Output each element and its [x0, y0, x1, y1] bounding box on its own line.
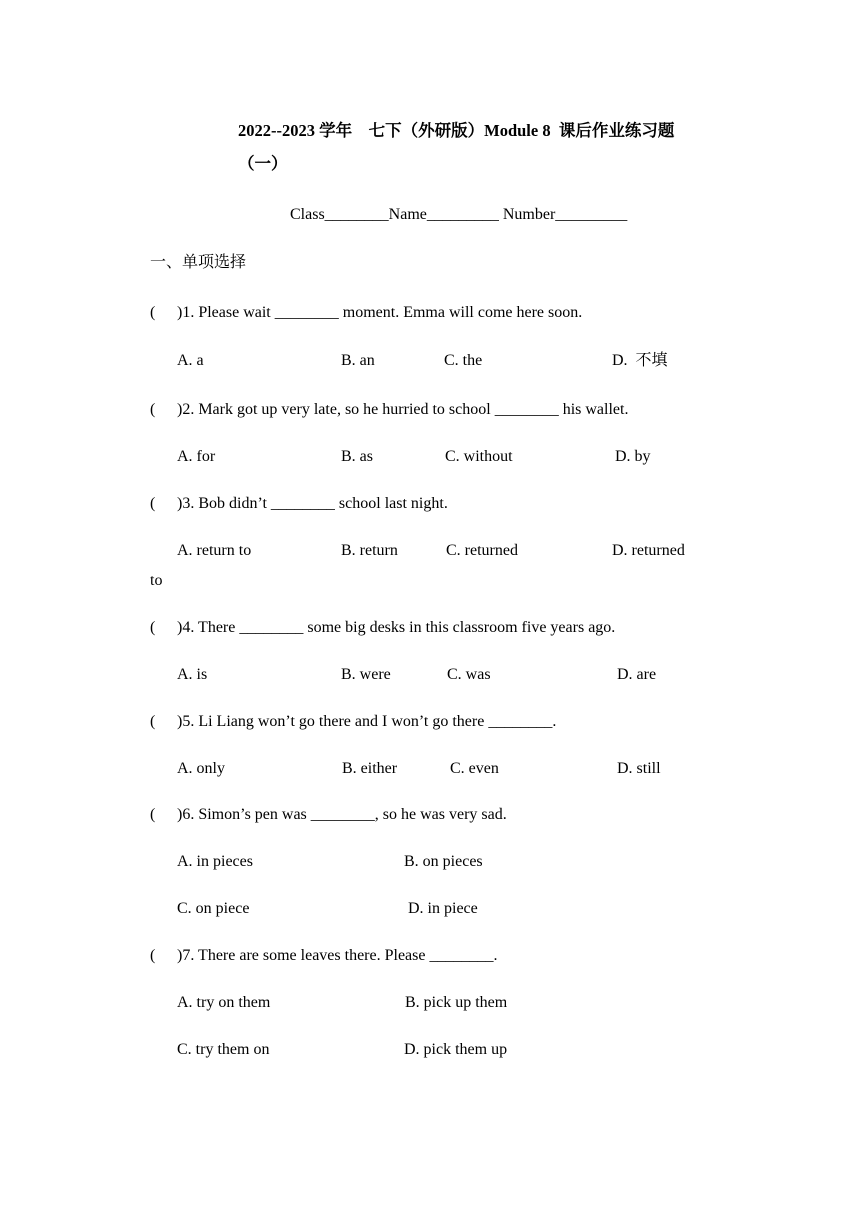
option-a: A. try on them [177, 994, 271, 1011]
question-stem: )2. Mark got up very late, so he hurried to school ________ his wallet. [177, 401, 629, 418]
option-b: B. an [341, 352, 375, 369]
option-b: B. either [342, 760, 398, 777]
option-d-wrap: to [150, 572, 163, 589]
question-stem: )3. Bob didn’t ________ school last night. [177, 495, 448, 512]
question-stem: )5. Li Liang won’t go there and I won’t go there ________. [177, 713, 557, 730]
question-stem: )4. There ________ some big desks in this classroom five years ago. [177, 619, 616, 636]
option-d: D. 不填 [612, 352, 668, 369]
option-c: C. the [444, 352, 483, 369]
option-d: D. by [615, 448, 651, 465]
answer-paren: ( [150, 304, 156, 321]
option-b: B. were [341, 666, 391, 683]
question-stem: )7. There are some leaves there. Please ________. [177, 947, 498, 964]
option-a: A. only [177, 760, 225, 777]
option-a: A. is [177, 666, 208, 683]
option-c: C. returned [446, 542, 518, 559]
section-title: 一、单项选择 [150, 254, 247, 271]
answer-paren: ( [150, 495, 156, 512]
option-d: D. are [617, 666, 657, 683]
option-c: C. try them on [177, 1041, 270, 1058]
answer-paren: ( [150, 619, 156, 636]
option-c: C. even [450, 760, 499, 777]
option-b: B. pick up them [405, 994, 508, 1011]
document-title-suffix: （一） [238, 154, 288, 173]
option-b: B. return [341, 542, 398, 559]
option-b: B. on pieces [404, 853, 483, 870]
option-d: D. still [617, 760, 661, 777]
option-c: C. on piece [177, 900, 250, 917]
student-info-line: Class________Name_________ Number_________ [290, 206, 628, 223]
option-a: A. in pieces [177, 853, 253, 870]
question-stem: )1. Please wait ________ moment. Emma will come here soon. [177, 304, 583, 321]
option-d: D. returned [612, 542, 685, 559]
option-a: A. for [177, 448, 216, 465]
answer-paren: ( [150, 806, 156, 823]
answer-paren: ( [150, 401, 156, 418]
option-b: B. as [341, 448, 373, 465]
document-title: 2022--2023 学年 七下（外研版）Module 8 课后作业练习题 [238, 121, 675, 140]
answer-paren: ( [150, 947, 156, 964]
option-a: A. a [177, 352, 204, 369]
option-c: C. was [447, 666, 491, 683]
option-a: A. return to [177, 542, 252, 559]
question-stem: )6. Simon’s pen was ________, so he was very sad. [177, 806, 507, 823]
option-d: D. pick them up [404, 1041, 508, 1058]
option-d: D. in piece [408, 900, 478, 917]
option-c: C. without [445, 448, 513, 465]
answer-paren: ( [150, 713, 156, 730]
